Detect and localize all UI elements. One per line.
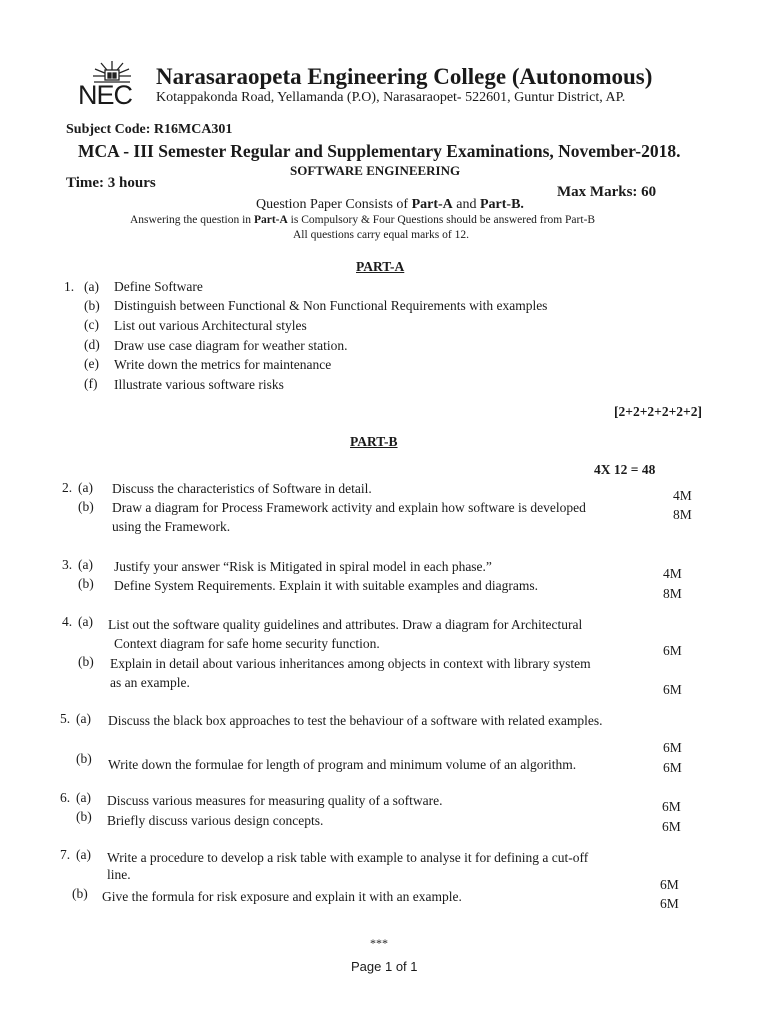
- question-text: Define Software: [114, 279, 203, 294]
- item-label: (b): [72, 886, 88, 901]
- question-text: Draw use case diagram for weather station.: [114, 338, 348, 353]
- question-text-continued: using the Framework.: [112, 519, 231, 534]
- question-marks: 6M: [662, 799, 681, 814]
- exam-time: Time: 3 hours: [66, 175, 156, 191]
- part-a-ref: Part-A: [411, 197, 453, 212]
- question-marks: 6M: [663, 682, 682, 697]
- question-text: Illustrate various software risks: [114, 377, 284, 392]
- instruction-text: Question Paper Consists of: [256, 197, 412, 212]
- item-label: (b): [78, 576, 94, 591]
- item-label: (a): [78, 557, 93, 572]
- item-label: (a): [76, 790, 91, 805]
- item-label: (a): [76, 711, 91, 726]
- question-text-continued: Context diagram for safe home security function.: [114, 636, 380, 651]
- question-text: Write a procedure to develop a risk table with example to analyse it for defining a cut-off: [107, 850, 589, 865]
- item-label: (b): [76, 751, 92, 766]
- question-text: Write down the metrics for maintenance: [114, 357, 332, 372]
- college-logo: [76, 60, 148, 112]
- question-text: List out the software quality guidelines and attributes. Draw a diagram for Architectural: [108, 617, 583, 632]
- question-text: Write down the formulae for length of program and minimum volume of an algorithm.: [108, 757, 577, 772]
- max-marks: Max Marks: 60: [557, 184, 657, 200]
- part-b-ref: Part-B.: [479, 197, 524, 212]
- instruction-text: Answering the question in: [130, 214, 254, 226]
- question-marks: 4M: [673, 488, 692, 503]
- question-marks: 6M: [660, 896, 679, 911]
- question-text: List out various Architectural styles: [114, 318, 307, 333]
- question-marks: 6M: [663, 760, 682, 775]
- item-label: (f): [84, 376, 98, 391]
- question-marks: 6M: [663, 643, 682, 658]
- item-label: (b): [76, 809, 92, 824]
- item-label: (c): [84, 317, 99, 332]
- question-number: 5.: [60, 711, 71, 726]
- question-number: 1.: [64, 279, 75, 294]
- question-text: Draw a diagram for Process Framework activity and explain how software is developed: [112, 500, 586, 515]
- question-marks: 8M: [663, 586, 682, 601]
- item-label: (b): [78, 654, 94, 669]
- subject-code: Subject Code: R16MCA301: [66, 122, 233, 137]
- question-text-continued: line.: [107, 867, 131, 882]
- question-text: Define System Requirements. Explain it with suitable examples and diagrams.: [114, 578, 539, 593]
- question-text: Justify your answer “Risk is Mitigated in spiral model in each phase.”: [114, 559, 492, 574]
- question-text: Give the formula for risk exposure and explain it with an example.: [102, 889, 462, 904]
- question-text: Explain in detail about various inheritances among objects in context with library system: [110, 656, 591, 671]
- item-label: (d): [84, 337, 100, 352]
- item-label: (a): [78, 480, 93, 495]
- question-text: Discuss the black box approaches to test the behaviour of a software with related examples.: [108, 713, 603, 728]
- question-number: 3.: [62, 557, 73, 572]
- college-address: Kotappakonda Road, Yellamanda (P.O), Narasaraopet- 522601, Guntur District, AP.: [156, 90, 626, 105]
- item-label: (e): [84, 356, 99, 371]
- question-marks: 8M: [673, 507, 692, 522]
- instruction-line-3: All questions carry equal marks of 12.: [293, 229, 469, 241]
- part-b-heading: PART-B: [350, 434, 398, 449]
- instruction-text: is Compulsory & Four Questions should be answered from Part-B: [287, 214, 596, 226]
- question-text: Discuss the characteristics of Software in detail.: [112, 481, 372, 496]
- exam-title: MCA - III Semester Regular and Supplementary Examinations, November-2018.: [78, 141, 681, 161]
- course-name: SOFTWARE ENGINEERING: [290, 163, 461, 178]
- item-label: (a): [78, 614, 93, 629]
- question-marks: 6M: [663, 740, 682, 755]
- question-number: 7.: [60, 847, 71, 862]
- question-text: Discuss various measures for measuring quality of a software.: [107, 793, 443, 808]
- logo-text: NEC: [78, 80, 133, 110]
- end-mark: ***: [370, 936, 388, 950]
- part-a-heading: PART-A: [356, 259, 405, 274]
- instruction-line-1: [256, 197, 524, 213]
- item-label: (b): [78, 499, 94, 514]
- instruction-line-2: [130, 214, 595, 226]
- question-number: 6.: [60, 790, 71, 805]
- question-number: 2.: [62, 480, 73, 495]
- item-label: (a): [84, 279, 99, 294]
- question-marks: 6M: [660, 877, 679, 892]
- question-text: Distinguish between Functional & Non Functional Requirements with examples: [114, 298, 548, 313]
- question-marks: 6M: [662, 819, 681, 834]
- question-text-continued: as an example.: [110, 675, 190, 690]
- part-b-marks-total: 4X 12 = 48: [594, 462, 656, 477]
- page-number: Page 1 of 1: [351, 959, 418, 974]
- part-a-ref: Part-A: [253, 214, 288, 226]
- college-name: Narasaraopeta Engineering College (Autonomous): [156, 64, 653, 89]
- item-label: (b): [84, 298, 100, 313]
- question-text: Briefly discuss various design concepts.: [107, 813, 324, 828]
- question-marks: 4M: [663, 566, 682, 581]
- part-a-marks: [2+2+2+2+2+2]: [614, 404, 702, 419]
- question-number: 4.: [62, 614, 73, 629]
- item-label: (a): [76, 847, 91, 862]
- instruction-text: and: [452, 197, 480, 212]
